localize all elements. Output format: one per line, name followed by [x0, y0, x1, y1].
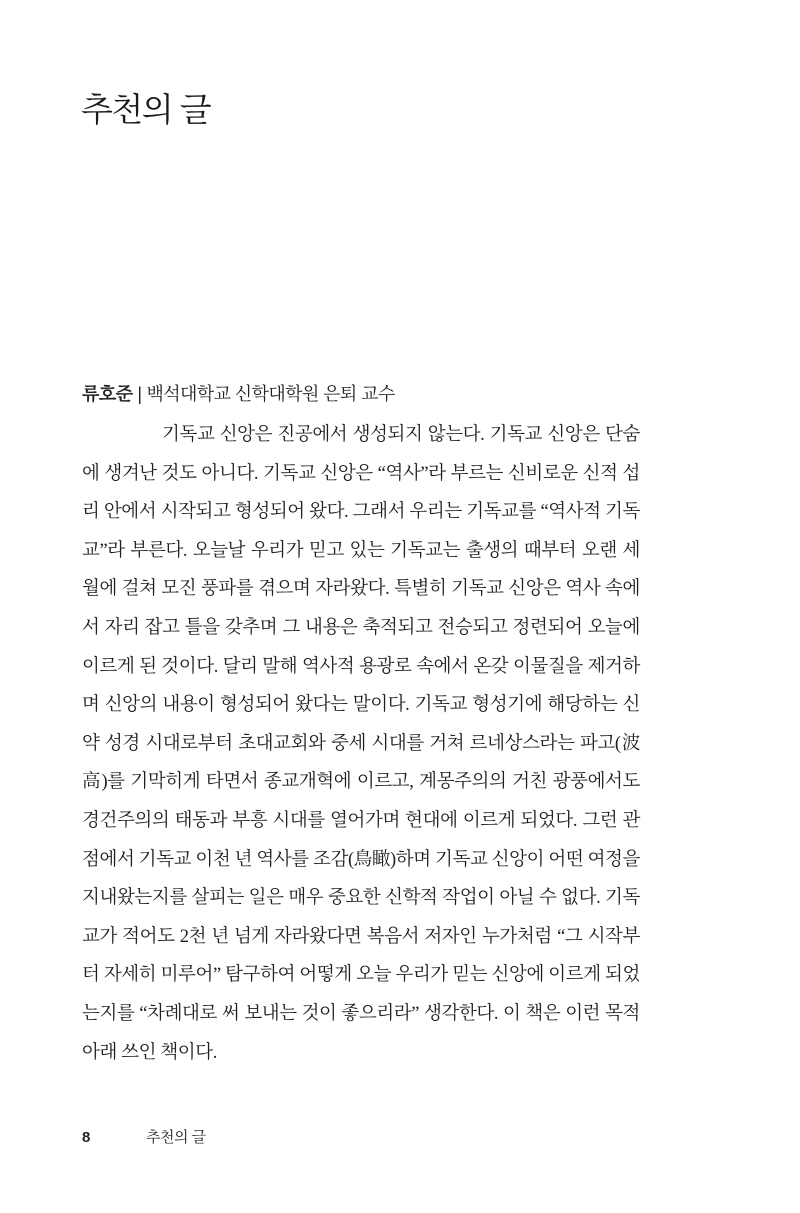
author-affiliation: 백석대학교 신학대학원 은퇴 교수 — [146, 384, 395, 404]
running-head: 추천의 글 — [146, 1129, 206, 1146]
author-name: 류호준 — [82, 384, 133, 404]
page-title: 추천의 글 — [81, 91, 211, 128]
page-footer — [82, 1128, 482, 1148]
author-line — [82, 381, 682, 407]
page-number: 8 — [82, 1129, 91, 1146]
author-separator: | — [137, 384, 142, 404]
body-paragraph: 기독교 신앙은 진공에서 생성되지 않는다. 기독교 신앙은 단숨에 생겨난 것도 아니다. 기독교 신앙은 “역사”라 부르는 신비로운 신적 섭리 안에서 시작되고 형성되어 왔다. 그래서 우리는 기독교를 “역사적 기독교”라 부른다. 오늘날 우리가 믿고 있는 기독교는 출생의 때부터 오랜 세월에 걸쳐 모진 풍파를 겪으며 자라왔다. 특별히 기독교 신앙은 역사 속에서 자리 잡고 틀을 갖추며 그 내용은 축적되고 전승되고 정련되어 오늘에 이르게 된 것이다. 달리 말해 역사적 용광로 속에서 온갖 이물질을 제거하며 신앙의 내용이 형성되어 왔다는 말이다. 기독교 형성기에 해당하는 신약 성경 시대로부터 초대교회와 중세 시대를 거쳐 르네상스라는 파고(波高)를 기막히게 타면서 종교개혁에 이르고, 계몽주의의 거친 광풍에서도 경건주의의 태동과 부흥 시대를 열어가며 현대에 이르게 되었다. 그런 관점에서 기독교 이천 년 역사를 조감(鳥瞰)하며 기독교 신앙이 어떤 여정을 지내왔는지를 살피는 일은 매우 중요한 신학적 작업이 아닐 수 없다. 기독교가 적어도 2천 년 넘게 자라왔다면 복음서 저자인 누가처럼 “그 시작부터 자세히 미루어” 탐구하여 어떻게 오늘 우리가 믿는 신앙에 이르게 되었는지를 “차례대로 써 보내는 것이 좋으리라” 생각한다. 이 책은 이런 목적 아래 쓰인 책이다. — [82, 425, 640, 1063]
